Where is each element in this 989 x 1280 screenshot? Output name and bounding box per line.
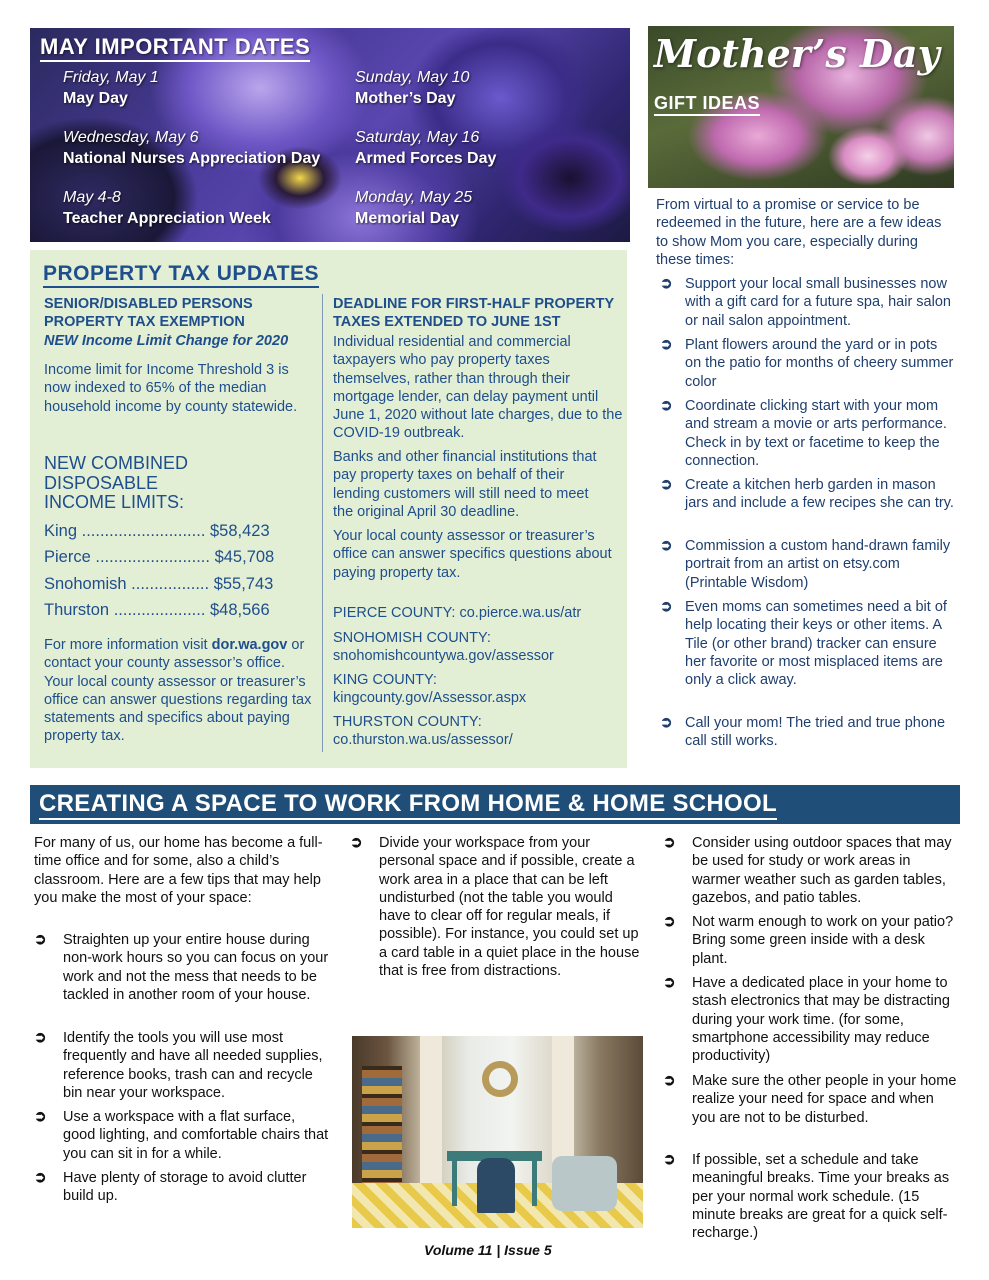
deadline-paragraph-2: Banks and other financial institutions that pay property taxes on behalf of their lending customers will still need to meet the original April 30 deadline. bbox=[333, 449, 597, 520]
property-tax-panel bbox=[30, 250, 627, 768]
exemption-body: Income limit for Income Threshold 3 is now indexed to 65% of the median household income by county statewide. bbox=[44, 362, 298, 415]
arrow-bullet-icon: ➲ bbox=[350, 834, 363, 851]
event-date: Friday, May 1 bbox=[63, 69, 159, 86]
gift-item-text: Commission a custom hand-drawn family portrait from an artist on etsy.com (Printable Wisdom) bbox=[685, 538, 951, 591]
income-limits-title-line: NEW COMBINED bbox=[44, 453, 188, 473]
thurston-county-link[interactable]: co.thurston.wa.us/assessor/ bbox=[333, 732, 513, 749]
arrow-bullet-icon: ➲ bbox=[660, 476, 673, 493]
dor-link[interactable]: dor.wa.gov bbox=[211, 637, 288, 653]
tip-text: Have plenty of storage to avoid clutter build up. bbox=[63, 1170, 307, 1205]
county-name: Snohomish bbox=[44, 575, 127, 593]
pierce-county-link[interactable]: PIERCE COUNTY: co.pierce.wa.us/atr bbox=[333, 605, 582, 621]
leader-dots: ........................... bbox=[81, 522, 206, 540]
footer-separator: | bbox=[496, 1242, 501, 1258]
volume-label: Volume 11 bbox=[424, 1242, 493, 1258]
deadline-heading-line: TAXES EXTENDED TO JUNE 1ST bbox=[333, 314, 561, 331]
event-name: Mother’s Day bbox=[355, 90, 456, 107]
column-divider bbox=[322, 294, 323, 752]
deadline-heading-line: DEADLINE FOR FIRST-HALF PROPERTY bbox=[333, 296, 615, 312]
mothers-day-subtitle: GIFT IDEAS bbox=[654, 92, 760, 116]
county-label: KING COUNTY: bbox=[333, 672, 437, 688]
event-date: Saturday, May 16 bbox=[355, 129, 480, 146]
tip-text: Straighten up your entire house during non-work hours so you can focus on your work and not the mess that needs to be tackled in another room of your house. bbox=[63, 932, 329, 1003]
arrow-bullet-icon: ➲ bbox=[660, 397, 673, 414]
deadline-paragraph-1: Individual residential and commercial taxpayers who pay property taxes themselves, rather than through their mortgage lender, can delay payment until June 1, 2020 without late charges, due to the COVID-19 outbreak. bbox=[333, 334, 623, 442]
more-info-post: or contact your county assessor’s office. Your local county assessor or treasurer’s office can answer questions regarding tax statements and specifics about paying property tax. bbox=[44, 637, 312, 745]
county-name: King bbox=[44, 522, 78, 540]
event-date: Wednesday, May 6 bbox=[63, 129, 199, 146]
tip-text: Have a dedicated place in your home to stash electronics that may be distracting during your work time. (for some, smartphone accessibility may reduce productivity) bbox=[692, 975, 950, 1065]
property-tax-title: PROPERTY TAX UPDATES bbox=[43, 262, 319, 288]
arrow-bullet-icon: ➲ bbox=[663, 974, 676, 991]
event-name: May Day bbox=[63, 90, 128, 107]
deadline-heading bbox=[333, 295, 623, 332]
curtain-left bbox=[420, 1036, 442, 1186]
income-limit-row bbox=[44, 600, 270, 620]
event-teacher-week bbox=[63, 188, 271, 229]
arrow-bullet-icon: ➲ bbox=[34, 1029, 47, 1046]
gift-item-text: Plant flowers around the yard or in pots on the patio for months of cheery summer color bbox=[685, 337, 954, 390]
king-county bbox=[333, 671, 526, 708]
exemption-heading-line: PROPERTY TAX EXEMPTION bbox=[44, 314, 245, 331]
snohomish-county-link[interactable]: snohomishcountywa.gov/assessor bbox=[333, 648, 554, 665]
arrow-bullet-icon: ➲ bbox=[660, 275, 673, 292]
mothers-day-intro: From virtual to a promise or service to be redeemed in the future, here are a few ideas to show Mom you care, especially during these times: bbox=[656, 197, 942, 268]
thurston-county bbox=[333, 713, 513, 750]
home-school-intro: For many of us, our home has become a full-time office and for some, also a child’s classroom. Here are a few tips that may help you make the most of your space: bbox=[34, 835, 323, 906]
income-limits-title-line: DISPOSABLE bbox=[44, 472, 159, 493]
income-limits-title bbox=[44, 454, 188, 513]
snohomish-county bbox=[333, 629, 554, 666]
volume-issue bbox=[424, 1242, 552, 1258]
event-name: Memorial Day bbox=[355, 210, 460, 227]
home-school-header bbox=[30, 785, 960, 824]
tip-text: If possible, set a schedule and take meaningful breaks. Time your breaks as per your normal work schedule. (15 minute breaks are great for a quick self-recharge.) bbox=[692, 1152, 950, 1242]
chair bbox=[477, 1158, 515, 1213]
leader-dots: ......................... bbox=[95, 548, 210, 566]
limit-amount: $48,566 bbox=[210, 601, 270, 619]
more-info-pre: For more information visit bbox=[44, 637, 208, 653]
arrow-bullet-icon: ➲ bbox=[660, 336, 673, 353]
tip-text: Identify the tools you will use most frequently and have all needed supplies, reference books, trash can and recycle bin near your workspace. bbox=[63, 1030, 323, 1101]
desk-leg bbox=[532, 1161, 537, 1206]
leader-dots: .................... bbox=[113, 601, 206, 619]
arrow-bullet-icon: ➲ bbox=[660, 537, 673, 554]
tip-text: Consider using outdoor spaces that may be used for study or work areas in warmer weather such as garden tables, gazebos, and patio tables. bbox=[692, 835, 952, 906]
income-limit-row bbox=[44, 574, 273, 594]
tip-text: Divide your workspace from your personal space and if possible, create a work area in a place that can be left undisturbed (not the table you would have to clear off for regular meals, if possible). For instance, you could set up a card table in a quiet place in the house that is free from distractions. bbox=[379, 835, 640, 980]
event-armed-forces-day bbox=[355, 128, 496, 169]
arrow-bullet-icon: ➲ bbox=[663, 1072, 676, 1089]
home-office-photo bbox=[352, 1036, 643, 1228]
event-may-day bbox=[63, 68, 159, 109]
desk-leg bbox=[452, 1161, 457, 1206]
tip-text: Make sure the other people in your home realize your need for space and when you are not to be disturbed. bbox=[692, 1073, 957, 1126]
home-school-title: CREATING A SPACE TO WORK FROM HOME & HOME SCHOOL bbox=[39, 790, 777, 820]
event-mothers-day bbox=[355, 68, 469, 109]
leader-dots: ................. bbox=[131, 575, 210, 593]
income-limit-row bbox=[44, 547, 274, 567]
event-name: Armed Forces Day bbox=[355, 150, 497, 167]
exemption-subheading: NEW Income Limit Change for 2020 bbox=[44, 332, 289, 349]
may-dates-title: MAY IMPORTANT DATES bbox=[40, 34, 310, 62]
arrow-bullet-icon: ➲ bbox=[663, 913, 676, 930]
mothers-day-title: Mother’s Day bbox=[654, 31, 940, 76]
deadline-paragraph-3: Your local county assessor or treasurer’s office can answer specifics questions about paying property tax. bbox=[333, 528, 612, 581]
arrow-bullet-icon: ➲ bbox=[34, 1108, 47, 1125]
limit-amount: $45,708 bbox=[214, 548, 275, 566]
event-nurses-day bbox=[63, 128, 320, 169]
more-info-text bbox=[44, 636, 312, 746]
may-dates-banner bbox=[30, 28, 630, 242]
income-limits-title-line: INCOME LIMITS: bbox=[44, 492, 185, 512]
issue-label: Issue 5 bbox=[504, 1242, 552, 1258]
exemption-heading-line: SENIOR/DISABLED PERSONS bbox=[44, 296, 253, 312]
event-memorial-day bbox=[355, 188, 472, 229]
mothers-day-photo bbox=[648, 26, 954, 188]
county-label: THURSTON COUNTY: bbox=[333, 714, 482, 730]
limit-amount: $58,423 bbox=[210, 522, 270, 540]
county-label: SNOHOMISH COUNTY: bbox=[333, 630, 491, 646]
event-date: Monday, May 25 bbox=[355, 189, 473, 206]
event-date: May 4-8 bbox=[63, 189, 121, 206]
gift-item-text: Create a kitchen herb garden in mason jars and include a few recipes she can try. bbox=[685, 477, 954, 512]
gift-item-text: Support your local small businesses now with a gift card for a future spa, hair salon or nail salon appointment. bbox=[685, 276, 951, 329]
county-name: Pierce bbox=[44, 548, 91, 566]
tip-text: Use a workspace with a flat surface, good lighting, and comfortable chairs that you can sit in for a while. bbox=[63, 1109, 329, 1162]
wreath bbox=[482, 1061, 518, 1097]
tip-text: Not warm enough to work on your patio? Bring some green inside with a desk plant. bbox=[692, 914, 954, 967]
arrow-bullet-icon: ➲ bbox=[34, 931, 47, 948]
event-name: National Nurses Appreciation Day bbox=[63, 150, 321, 167]
limit-amount: $55,743 bbox=[213, 575, 274, 593]
event-name: Teacher Appreciation Week bbox=[63, 210, 271, 227]
arrow-bullet-icon: ➲ bbox=[663, 834, 676, 851]
income-limit-row bbox=[44, 521, 270, 541]
arrow-bullet-icon: ➲ bbox=[660, 598, 673, 615]
gift-item-text: Call your mom! The tried and true phone call still works. bbox=[685, 715, 946, 750]
exemption-heading bbox=[44, 295, 314, 350]
gift-item-text: Coordinate clicking start with your mom and stream a movie or arts performance. Check in by text or facetime to keep the connection. bbox=[685, 398, 947, 469]
arrow-bullet-icon: ➲ bbox=[660, 714, 673, 731]
event-date: Sunday, May 10 bbox=[355, 69, 470, 86]
arrow-bullet-icon: ➲ bbox=[34, 1169, 47, 1186]
arrow-bullet-icon: ➲ bbox=[663, 1151, 676, 1168]
armchair bbox=[552, 1156, 617, 1211]
county-name: Thurston bbox=[44, 601, 110, 619]
king-county-link[interactable]: kingcounty.gov/Assessor.aspx bbox=[333, 690, 527, 707]
gift-item-text: Even moms can sometimes need a bit of help locating their keys or other items. A Tile (or other brand) tracker can ensure her favorite or most misplaced items are only a click away. bbox=[685, 599, 947, 689]
